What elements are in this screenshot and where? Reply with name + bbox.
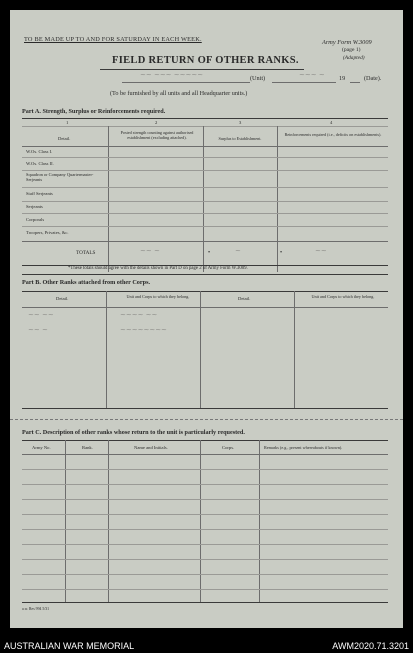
col-divider [108, 440, 109, 602]
part-b-col-detail: Detail. [56, 296, 69, 301]
col-divider [259, 440, 260, 602]
part-a-col-posted: Posted strength counting against authorised establishment (excluding attached). [120, 130, 194, 140]
row-label: W.Os. Class II. [26, 161, 54, 166]
col-number: 4 [330, 120, 333, 125]
handwritten-total: ~~ [315, 247, 327, 255]
date-label: (Date). [364, 75, 382, 82]
col-divider [65, 440, 66, 602]
part-a-heading: Part A. Strength, Surplus or Reinforcements required. [22, 108, 166, 115]
part-b-top-rule [22, 291, 388, 292]
row-rule [22, 170, 388, 171]
row-rule [22, 213, 388, 214]
col-divider [277, 126, 278, 272]
unit-line [122, 82, 250, 83]
col-divider [203, 126, 204, 272]
row-rule [22, 187, 388, 188]
row-label: Troopers, Privates, &c. [26, 230, 69, 235]
adapted-label: (Adapted) [343, 55, 365, 61]
col-divider [106, 291, 107, 408]
col-divider [294, 291, 295, 408]
row-rule [22, 469, 388, 470]
part-a-col-detail: Detail. [58, 136, 71, 141]
part-b-col-unit: Unit and Corps to which they belong. [126, 294, 190, 299]
row-rule [22, 499, 388, 500]
row-rule [22, 574, 388, 575]
part-c-col-remarks: Remarks (e.g., present whereabouts if known). [264, 445, 343, 450]
handwritten-unit: ~~ ~~~ ~~~~~ [140, 71, 204, 79]
year-prefix: 19 [339, 75, 346, 82]
row-label: Serjeants [26, 204, 43, 209]
form-reference: Army Form W.3009 [322, 39, 372, 46]
perforation-line [10, 419, 403, 420]
col-number: 1 [66, 120, 69, 125]
handwritten-entry: ~~ ~ [28, 326, 48, 334]
part-a-bottom-rule [22, 274, 388, 275]
row-label: Staff Serjeants [26, 191, 53, 196]
handwritten-date: ~~~ ~ [299, 71, 325, 79]
col-number-rule [22, 126, 388, 127]
totals-mark: • [280, 250, 283, 256]
totals-mark: • [208, 250, 211, 256]
row-rule [22, 514, 388, 515]
part-c-col-name: Name and Initials. [134, 445, 168, 450]
col-number: 2 [155, 120, 158, 125]
row-rule [22, 241, 388, 242]
row-rule [22, 529, 388, 530]
handwritten-entry: ~~~~ ~~ [120, 311, 158, 319]
row-rule [22, 226, 388, 227]
year-line [350, 82, 360, 83]
handwritten-entry: ~~~~~~~~ [120, 326, 167, 334]
row-rule [22, 484, 388, 485]
row-label: Corporals [26, 217, 45, 222]
instruction-text: TO BE MADE UP TO AND FOR SATURDAY IN EACH WEEK. [24, 36, 202, 43]
footer-institution: AUSTRALIAN WAR MEMORIAL [4, 641, 135, 651]
part-c-col-corps: Corps. [222, 445, 235, 450]
handwritten-entry: ~~ ~~ [28, 311, 54, 319]
col-divider [108, 126, 109, 272]
header-rule [22, 454, 388, 455]
row-rule [22, 559, 388, 560]
part-c-heading: Part C. Description of other ranks whose return to the unit is particularly requested. [22, 429, 245, 436]
part-a-top-rule [22, 118, 388, 119]
totals-note: *These totals should agree with the details shown in Part D on page 2 of Army Form W.3009. [68, 266, 248, 271]
date-line [272, 82, 336, 83]
part-b-bottom-rule [22, 408, 388, 409]
col-divider [200, 291, 201, 408]
header-rule [22, 146, 388, 147]
part-c-bottom-rule [22, 602, 388, 603]
archive-footer [0, 633, 413, 653]
part-c-top-rule [22, 440, 388, 441]
handwritten-total: ~~ ~ [140, 247, 160, 255]
row-rule [22, 157, 388, 158]
part-a-col-surplus: Surplus to Establishment. [218, 136, 262, 141]
row-rule [22, 589, 388, 590]
part-c-col-army-no: Army No. [32, 445, 51, 450]
col-divider [200, 440, 201, 602]
handwritten-total: ~ [235, 247, 241, 255]
row-rule [22, 544, 388, 545]
title-rule [100, 69, 304, 70]
row-rule [22, 201, 388, 202]
part-b-col-detail-2: Detail. [238, 296, 251, 301]
col-number: 3 [239, 120, 242, 125]
form-subtitle: (To be furnished by all units and all Headquarter units.) [110, 90, 248, 97]
totals-label: TOTALS [76, 250, 96, 256]
header-rule [22, 307, 388, 308]
row-label: W.Os. Class I. [26, 149, 53, 154]
footer-accession-number: AWM2020.71.3201 [332, 641, 409, 651]
row-label: Squadron or Company Quartermaster-Serjeants [26, 172, 94, 182]
part-a-col-reinforcements: Reinforcements required (i.e., deficits on establishments). [284, 132, 382, 137]
unit-label: (Unit) [250, 75, 266, 82]
part-b-col-unit-2: Unit and Corps to which they belong. [311, 294, 375, 299]
page-reference: (page 1) [342, 47, 361, 53]
part-b-heading: Part B. Other Ranks attached from other Corps. [22, 279, 151, 286]
form-paper [10, 10, 403, 628]
part-c-col-rank: Rank. [82, 445, 93, 450]
printer-mark: a.w. Res 994 5/31 [22, 607, 50, 611]
form-title: FIELD RETURN OF OTHER RANKS. [112, 55, 299, 66]
